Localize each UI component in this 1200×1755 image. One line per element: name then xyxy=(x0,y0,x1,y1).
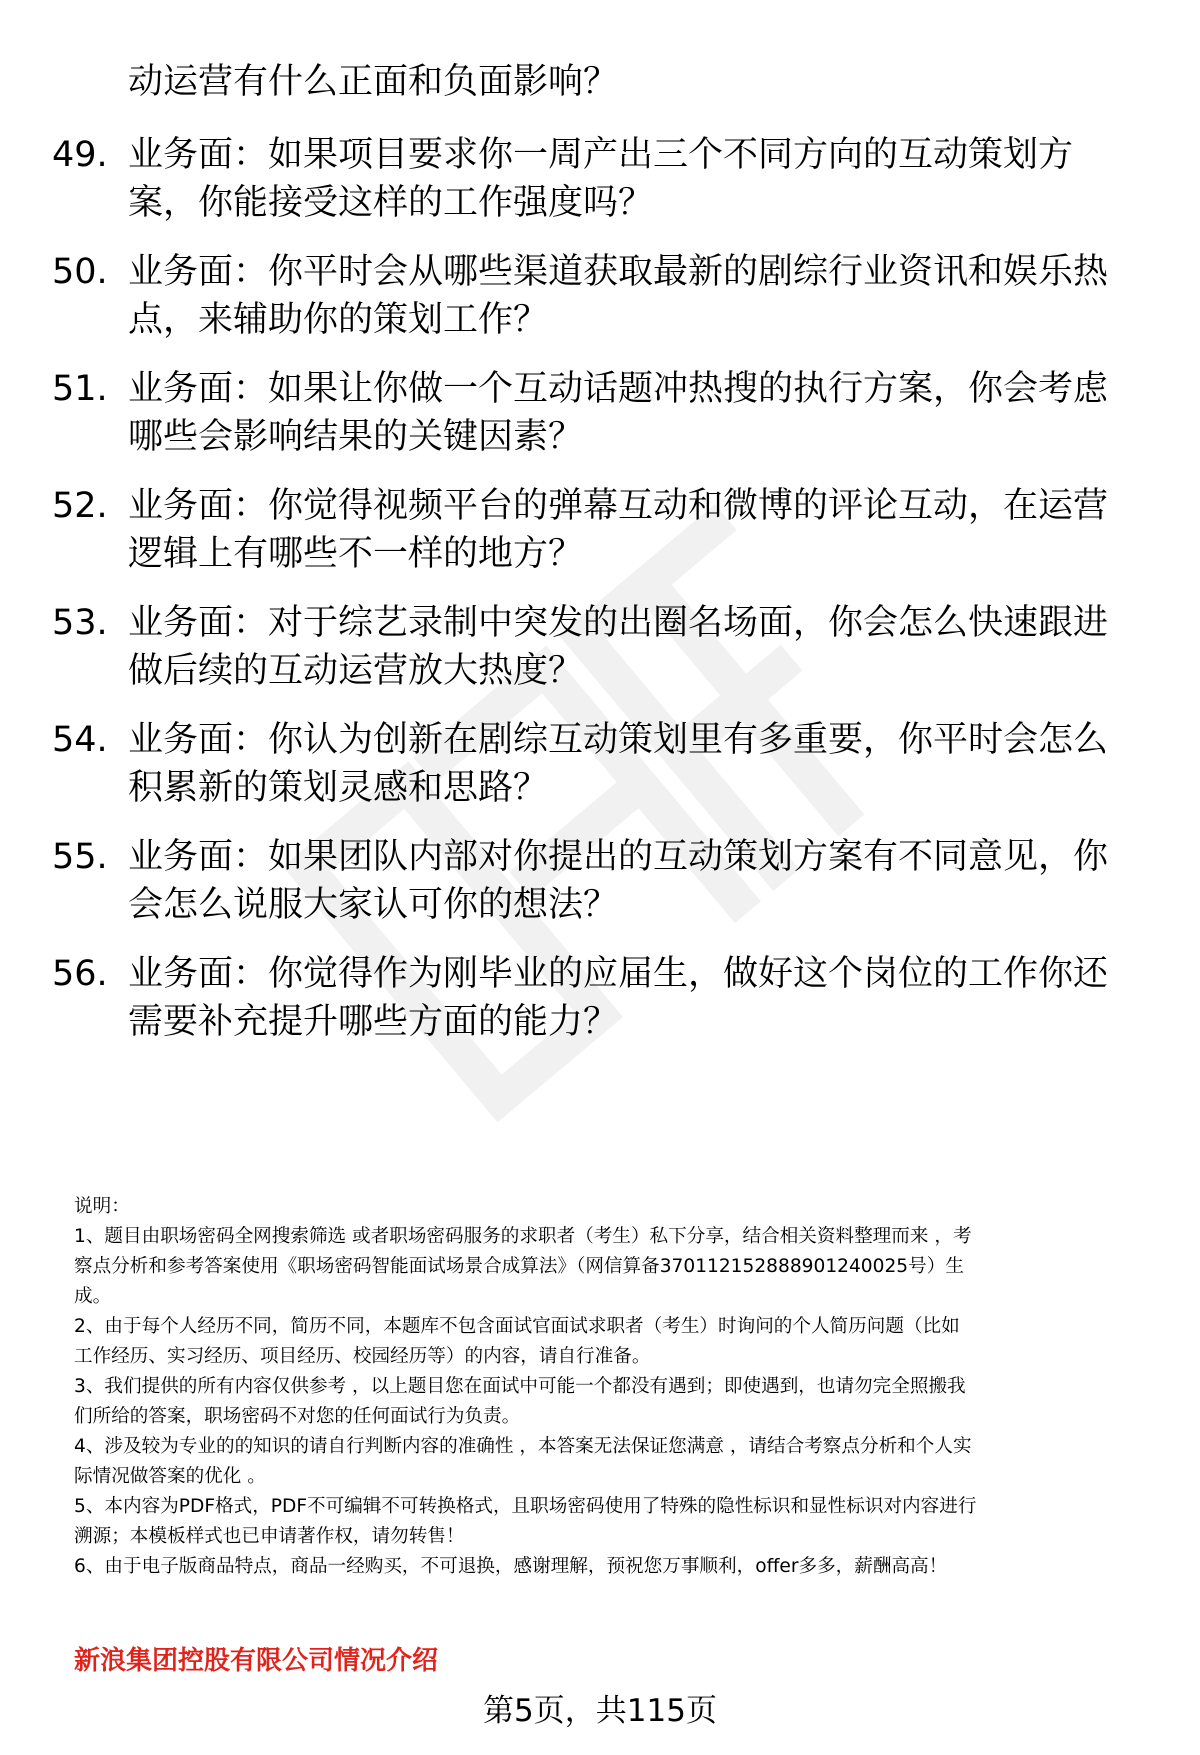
notes-line: 6、由于电子版商品特点，商品一经购买，不可退换，感谢理解，预祝您万事顺利，offer多多，薪酬高高！ xyxy=(74,1556,948,1577)
question-text-line: 业务面：如果让你做一个互动话题冲热搜的执行方案，你会考虑 xyxy=(128,369,1109,409)
question-item xyxy=(0,950,1200,1060)
notes-line: 成。 xyxy=(74,1286,112,1307)
question-text xyxy=(128,365,1138,461)
question-text xyxy=(128,482,1138,578)
question-text xyxy=(128,131,1138,227)
question-number: 56. xyxy=(52,954,108,994)
question-item xyxy=(0,833,1200,943)
notes-line: 4、涉及较为专业的的知识的请自行判断内容的准确性 ，本答案无法保证您满意 ，请结合考察点分析和个人实 xyxy=(74,1436,972,1457)
question-text xyxy=(128,950,1138,1046)
question-item xyxy=(0,131,1200,241)
notes-line: 1、题目由职场密码全网搜索筛选 或者职场密码服务的求职者（考生）私下分享，结合相关资料整理而来 ，考 xyxy=(74,1226,972,1247)
disclaimer-notes xyxy=(74,1192,1144,1582)
question-text-line: 业务面：你觉得作为刚毕业的应届生，做好这个岗位的工作你还 xyxy=(128,954,1109,994)
question-text xyxy=(128,248,1138,344)
question-number: 50. xyxy=(52,252,108,292)
question-number: 54. xyxy=(52,720,108,760)
question-text-line: 积累新的策划灵感和思路？ xyxy=(128,768,549,808)
question-number: 53. xyxy=(52,603,108,643)
question-text-line: 业务面：你觉得视频平台的弹幕互动和微博的评论互动，在运营 xyxy=(128,486,1109,526)
question-text-line: 哪些会影响结果的关键因素？ xyxy=(128,417,584,457)
question-item xyxy=(0,365,1200,475)
question-text-line: 业务面：如果团队内部对你提出的互动策划方案有不同意见，你 xyxy=(128,837,1109,877)
question-item xyxy=(0,716,1200,826)
notes-heading: 说明： xyxy=(74,1196,130,1217)
question-text-line: 案，你能接受这样的工作强度吗？ xyxy=(128,183,654,223)
question-text-line: 业务面：你认为创新在剧综互动策划里有多重要，你平时会怎么 xyxy=(128,720,1109,760)
question-text-line: 点，来辅助你的策划工作？ xyxy=(128,300,549,340)
question-number: 49. xyxy=(52,135,108,175)
question-item xyxy=(0,482,1200,592)
question-text-line: 需要补充提升哪些方面的能力？ xyxy=(128,1002,619,1042)
question-continuation: 动运营有什么正面和负面影响？ xyxy=(128,62,619,102)
notes-line: 工作经历、实习经历、项目经历、校园经历等）的内容，请自行准备。 xyxy=(74,1346,651,1367)
question-text xyxy=(128,599,1138,695)
notes-line: 际情况做答案的优化 。 xyxy=(74,1466,266,1487)
question-text xyxy=(128,833,1138,929)
question-item xyxy=(0,248,1200,358)
question-text-line: 业务面：对于综艺录制中突发的出圈名场面，你会怎么快速跟进 xyxy=(128,603,1109,643)
question-text xyxy=(128,716,1138,812)
notes-line: 3、我们提供的所有内容仅供参考 ，以上题目您在面试中可能一个都没有遇到；即使遇到，也请勿完全照搬我 xyxy=(74,1376,966,1397)
question-text-line: 做后续的互动运营放大热度？ xyxy=(128,651,584,691)
notes-line: 5、本内容为PDF格式，PDF不可编辑不可转换格式，且职场密码使用了特殊的隐性标识和显性标识对内容进行 xyxy=(74,1496,977,1517)
question-text-line: 业务面：你平时会从哪些渠道获取最新的剧综行业资讯和娱乐热 xyxy=(128,252,1109,292)
notes-line: 察点分析和参考答案使用《职场密码智能面试场景合成算法》（网信算备370112152888901240025号）生 xyxy=(74,1256,964,1277)
question-number: 52. xyxy=(52,486,108,526)
notes-line: 溯源；本模板样式也已申请著作权，请勿转售！ xyxy=(74,1526,465,1547)
notes-line: 2、由于每个人经历不同，简历不同，本题库不包含面试官面试求职者（考生）时询问的个人简历问题（比如 xyxy=(74,1316,960,1337)
question-text-line: 逻辑上有哪些不一样的地方？ xyxy=(128,534,584,574)
notes-line: 们所给的答案，职场密码不对您的任何面试行为负责。 xyxy=(74,1406,521,1427)
question-number: 55. xyxy=(52,837,108,877)
question-number: 51. xyxy=(52,369,108,409)
question-text-line: 会怎么说服大家认可你的想法？ xyxy=(128,885,619,925)
question-item xyxy=(0,599,1200,709)
page-number: 第5页，共115页 xyxy=(483,1693,717,1729)
company-heading: 新浪集团控股有限公司情况介绍 xyxy=(74,1646,439,1676)
question-text-line: 业务面：如果项目要求你一周产出三个不同方向的互动策划方 xyxy=(128,135,1074,175)
